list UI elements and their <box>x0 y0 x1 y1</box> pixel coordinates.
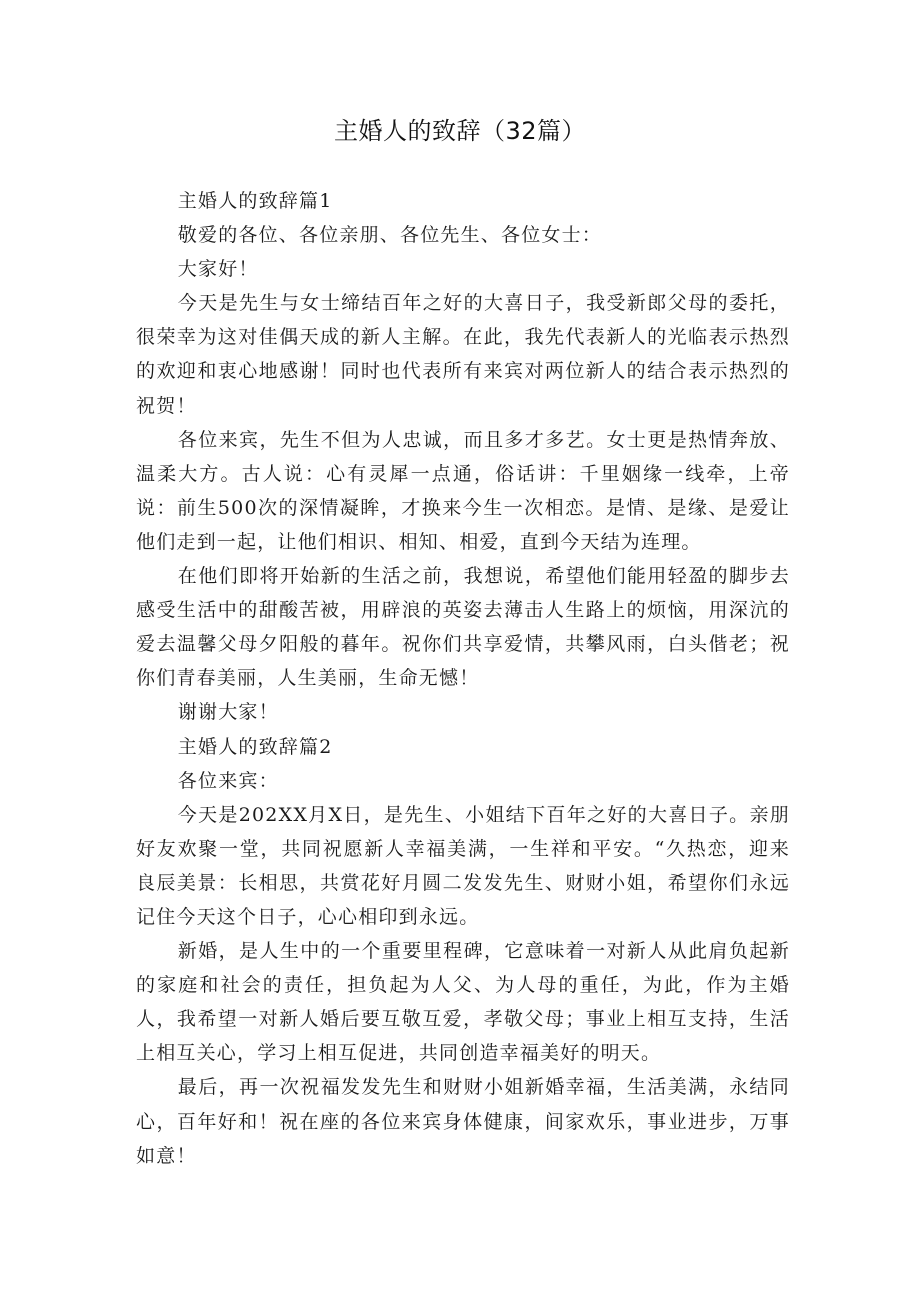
closing-paragraph: 谢谢大家！ <box>177 701 279 724</box>
body-paragraph: 各位来宾，先生不但为人忠诚，而且多才多艺。女士更是热情奔放、温柔大方。古人说：心有灵犀一点通，俗话讲：千里姻缘一线牵，上帝说：前生500次的深情凝眸，才换来今生一次相恋。是情、是缘、是爱让他们走到一起，让他们相识、相知、相爱，直到今天结为连理。 <box>136 428 790 553</box>
document-body <box>136 184 790 1173</box>
salutation-paragraph: 各位来宾： <box>177 769 279 792</box>
body-paragraph: 今天是202XX月X日，是先生、小姐结下百年之好的大喜日子。亲朋好友欢聚一堂，共同祝愿新人幸福美满，一生祥和平安。“久热恋，迎来良辰美景：长相思，共赏花好月圆二发发先生、财财小姐，希望你们永远记住今天这个日子，心心相印到永远。 <box>136 803 790 928</box>
greeting-paragraph: 大家好！ <box>177 258 259 281</box>
section-heading-2: 主婚人的致辞篇2 <box>177 735 333 758</box>
body-paragraph: 新婚，是人生中的一个重要里程碑，它意味着一对新人从此肩负起新的家庭和社会的责任，担负起为人父、为人母的重任，为此，作为主婚人，我希望一对新人婚后要互敬互爱，孝敬父母；事业上相互支持，生活上相互关心，学习上相互促进，共同创造幸福美好的明天。 <box>136 940 790 1065</box>
section-heading-1: 主婚人的致辞篇1 <box>177 190 333 212</box>
document-title: 主婚人的致辞（32篇） <box>333 117 587 145</box>
body-paragraph: 今天是先生与女士缔结百年之好的大喜日子，我受新郎父母的委托，很荣幸为这对佳偶天成的新人主解。在此，我先代表新人的光临表示热烈的欢迎和衷心地感谢！同时也代表所有来宾对两位新人的结合表示热烈的祝贺！ <box>136 292 790 417</box>
body-paragraph: 在他们即将开始新的生活之前，我想说，希望他们能用轻盈的脚步去感受生活中的甜酸苦被，用辟浪的英姿去薄击人生路上的烦恼，用深沆的爱去温馨父母夕阳般的暮年。祝你们共享爱情，共攀风雨，白头偕老；祝你们青春美丽，人生美丽，生命无憾！ <box>136 565 790 690</box>
salutation-paragraph: 敬爱的各位、各位亲朋、各位先生、各位女士： <box>177 224 602 247</box>
body-paragraph: 最后，再一次祝福发发先生和财财小姐新婚幸福，生活美满，永结同心，百年好和！祝在座的各位来宾身体健康，间家欢乐，事业进步，万事如意！ <box>136 1076 790 1167</box>
